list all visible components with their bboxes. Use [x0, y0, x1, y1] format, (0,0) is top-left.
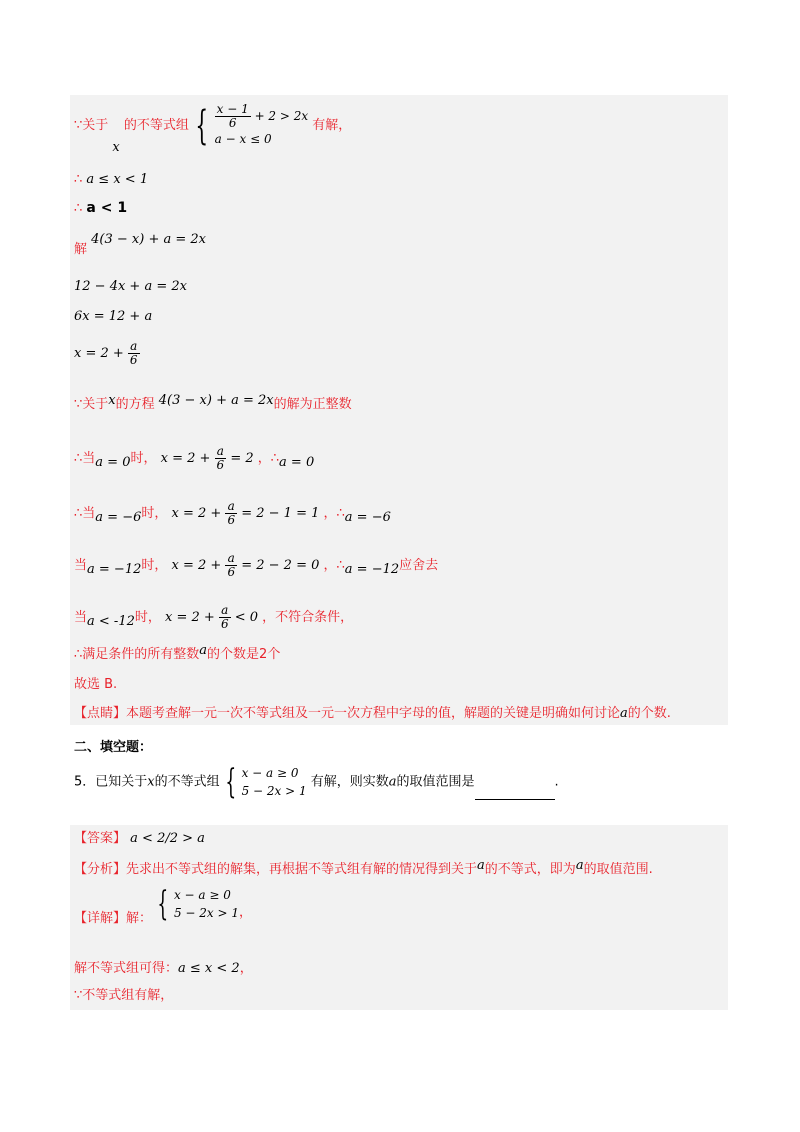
answer-blank[interactable] — [475, 787, 555, 800]
line-step-3: x = 2 + $\frac{a}{6}$ — [74, 339, 138, 367]
line-comment: 【点睛】本题考查解一元一次不等式组及一元一次方程中字母的值，解题的关键是明确如何讨论a的个数. — [74, 706, 671, 721]
line-a-less-1: ∴ a < 1 — [74, 200, 128, 216]
line-solution-range: ∴ a ≤ x < 1 — [74, 172, 149, 187]
brace: { — [195, 102, 209, 149]
line-answer: 【答案】 a < 2/2 > a — [74, 831, 205, 846]
section-heading-fill-blank: 二、填空题： — [74, 740, 153, 755]
line-condition-system: ∵关于 x 的不等式组 { $\frac{x - 1}{6}$ + 2 > 2x a − x ≤ 0 有解， — [74, 102, 352, 155]
line-case-a-lt-12: 当a < -12时， x = 2 + $\frac{a}{6}$ < 0 ，不符合条件， — [74, 603, 354, 631]
line-case-a-12: 当a = −12时， x = 2 + $\frac{a}{6}$ = 2 − 2 = 0 ，∴a = −12应舍去 — [74, 551, 439, 579]
line-case-a0: ∴当a = 0时， x = 2 + $\frac{a}{6}$ = 2 ，∴a = 0 — [74, 444, 315, 472]
inequality-system: $\frac{x - 1}{6}$ + 2 > 2x a − x ≤ 0 — [214, 102, 309, 146]
line-case-a-6: ∴当a = −6时， x = 2 + $\frac{a}{6}$ = 2 − 1 = 1 ，∴a = −6 — [74, 499, 391, 527]
question-5: 5．已知关于x的不等式组 { x − a ≥ 0 5 − 2x > 1 有解，则实数a的取值范围是 . — [74, 762, 559, 802]
line-detail: 【详解】解： { x − a ≥ 0 5 − 2x > 1 ， — [74, 884, 253, 926]
line-step-2: 6x = 12 + a — [74, 309, 153, 324]
line-solve-equation: 解 4(3 − x) + a = 2x — [74, 232, 206, 257]
line-count: ∴满足条件的所有整数a的个数是2个 — [74, 643, 281, 662]
line-solve-system: 解不等式组可得：a ≤ x < 2， — [74, 961, 253, 976]
line-has-solution: ∵不等式组有解， — [74, 988, 174, 1003]
line-choose-b: 故选 B. — [74, 677, 118, 692]
line-positive-integer: ∵关于x的方程 4(3 − x) + a = 2x的解为正整数 — [74, 393, 352, 412]
line-step-1: 12 − 4x + a = 2x — [74, 279, 187, 294]
line-analysis: 【分析】先求出不等式组的解集，再根据不等式组有解的情况得到关于a的不等式，即为a的取值范围. — [74, 858, 653, 877]
